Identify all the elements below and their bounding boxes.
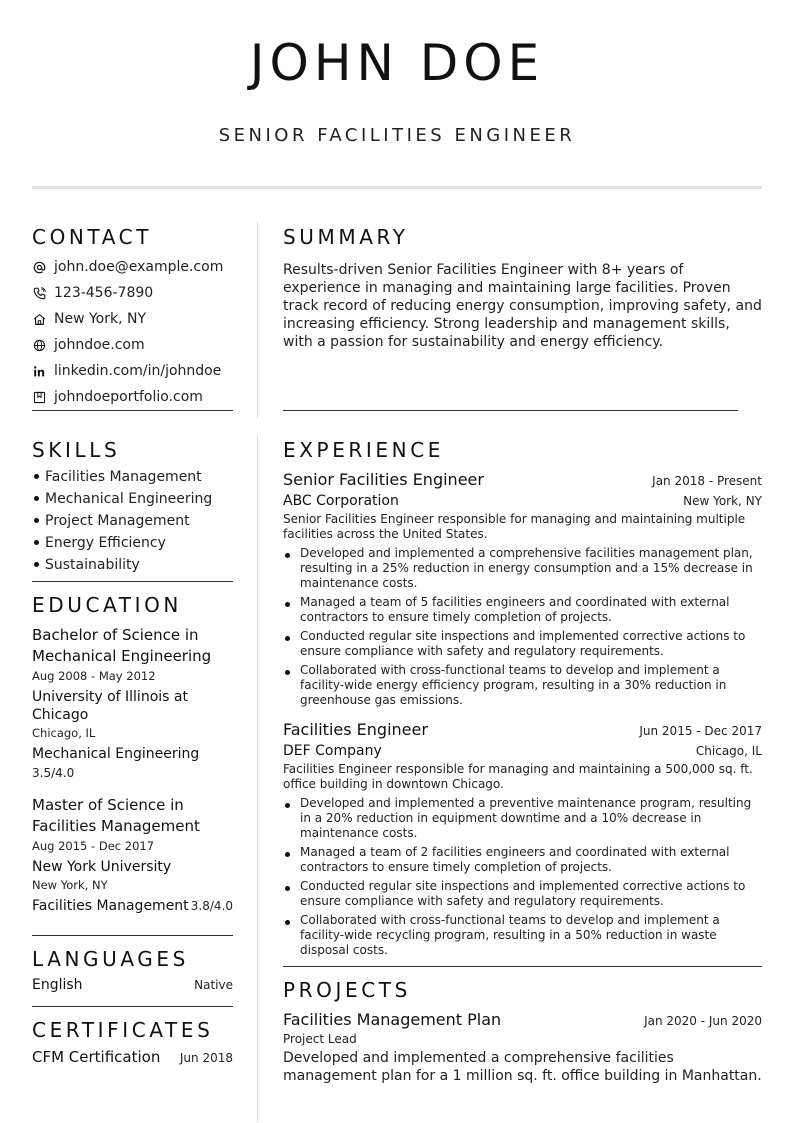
language-level: Native [194, 978, 233, 992]
languages-section [32, 947, 233, 993]
job-entry [283, 470, 762, 708]
education-entry [32, 795, 233, 916]
contact-website-text: johndoe.com [54, 337, 145, 353]
job-bullets [283, 796, 762, 958]
skill-label: Project Management [45, 513, 190, 529]
project-description: Developed and implemented a comprehensive facilities management plan for a 1 million sq. ft. office building in Manhattan. [283, 1050, 762, 1084]
globe-icon [32, 338, 46, 352]
resume-title: SENIOR FACILITIES ENGINEER [218, 125, 576, 146]
skills-section [32, 438, 233, 576]
languages-heading: LANGUAGES [32, 947, 189, 971]
job-bullet: Managed a team of 5 facilities engineers and coordinated with external contractors to ensure timely completion of projects. [283, 595, 762, 625]
job-bullet: Collaborated with cross-functional teams to develop and implement a facility-wide recycling program, resulting in a 50% reduction in waste disposal costs. [283, 913, 762, 958]
job-company: DEF Company [283, 743, 382, 759]
job-location: Chicago, IL [695, 744, 762, 758]
job-bullet: Conducted regular site inspections and implemented corrective actions to ensure compliance with safety and regulatory requirements. [283, 629, 762, 659]
education-gpa: 3.5/4.0 [32, 766, 75, 780]
education-field: Facilities Management [32, 898, 189, 914]
resume-name: JOHN DOE [249, 34, 545, 92]
bullet-dot-icon [34, 474, 39, 479]
job-title: Senior Facilities Engineer [283, 470, 484, 489]
education-dates: Aug 2008 - May 2012 [32, 669, 156, 683]
certificates-heading: CERTIFICATES [32, 1018, 214, 1042]
bullet-dot-icon [34, 518, 39, 523]
contact-location [32, 306, 233, 332]
certificate-item [32, 1048, 233, 1066]
contact-location-text: New York, NY [54, 311, 147, 327]
contact-heading: CONTACT [32, 225, 153, 249]
experience-heading: EXPERIENCE [283, 438, 445, 462]
job-location: New York, NY [683, 494, 762, 508]
education-location: Chicago, IL [32, 726, 96, 740]
job-title: Facilities Engineer [283, 720, 428, 739]
certificates-section [32, 1018, 233, 1066]
job-entry [283, 720, 762, 958]
contact-email-text: john.doe@example.com [54, 259, 224, 275]
contact-linkedin[interactable] [32, 358, 233, 384]
job-description: Senior Facilities Engineer responsible for managing and maintaining multiple facilities across the United States. [283, 512, 746, 541]
skills-list [32, 466, 233, 576]
education-degree: Master of Science in Facilities Management [32, 796, 200, 835]
column-divider-bottom [257, 436, 258, 1122]
skill-item [32, 554, 233, 576]
skills-heading: SKILLS [32, 438, 121, 462]
education-field: Mechanical Engineering [32, 746, 200, 762]
summary-heading: SUMMARY [283, 225, 409, 249]
certificate-date: Jun 2018 [179, 1051, 233, 1065]
education-entry [32, 625, 233, 782]
contact-list [32, 254, 233, 410]
column-divider-top [257, 222, 258, 418]
linkedin-icon [32, 364, 46, 378]
skill-item [32, 488, 233, 510]
skill-item [32, 532, 233, 554]
contact-portfolio-text: johndoeportfolio.com [54, 389, 203, 405]
projects-heading: PROJECTS [283, 978, 411, 1002]
job-header [283, 720, 762, 739]
skill-label: Facilities Management [45, 469, 202, 485]
project-entry [283, 1010, 762, 1085]
job-dates: Jan 2018 - Present [652, 474, 762, 488]
job-bullet: Conducted regular site inspections and implemented corrective actions to ensure compliance with safety and regulatory requirements. [283, 879, 762, 909]
certificate-name: CFM Certification [32, 1048, 161, 1066]
education-school: New York University [32, 859, 172, 875]
project-dates: Jan 2020 - Jun 2020 [644, 1014, 762, 1028]
summary-text: Results-driven Senior Facilities Engineer with 8+ years of experience in managing and maintaining large facilities. Proven track record of reducing energy consumption, improving safety, and increasing efficiency. Strong leadership and management skills, with a passion for sustainability and energy efficiency. [283, 262, 762, 350]
contact-phone-text: 123-456-7890 [54, 285, 154, 301]
projects-section [283, 978, 762, 1085]
education-divider [32, 935, 233, 936]
job-description: Facilities Engineer responsible for managing and maintaining a 500,000 sq. ft. office building in downtown Chicago. [283, 762, 753, 791]
contact-website[interactable] [32, 332, 233, 358]
contact-linkedin-text: linkedin.com/in/johndoe [54, 363, 222, 379]
contact-portfolio[interactable] [32, 384, 233, 410]
job-bullet: Managed a team of 2 facilities engineers and coordinated with external contractors to ensure timely completion of projects. [283, 845, 762, 875]
bullet-dot-icon [34, 496, 39, 501]
job-header [283, 470, 762, 489]
job-dates: Jun 2015 - Dec 2017 [639, 724, 762, 738]
education-school: University of Illinois at Chicago [32, 689, 188, 723]
contact-email[interactable] [32, 254, 233, 280]
project-header [283, 1010, 762, 1029]
education-gpa: 3.8/4.0 [190, 899, 233, 913]
languages-divider [32, 1006, 233, 1007]
language-name: English [32, 977, 83, 993]
education-section [32, 593, 233, 916]
phone-icon [32, 286, 46, 300]
job-bullets [283, 546, 762, 708]
bullet-dot-icon [34, 562, 39, 567]
home-icon [32, 312, 46, 326]
job-bullet: Collaborated with cross-functional teams to develop and implement a facility-wide energy efficiency program, resulting in a 30% reduction in greenhouse gas emissions. [283, 663, 762, 708]
bullet-dot-icon [34, 540, 39, 545]
education-field-row [32, 896, 233, 916]
skill-item [32, 510, 233, 532]
experience-divider [283, 966, 762, 967]
job-bullet: Developed and implemented a preventive maintenance program, resulting in a 20% reduction in equipment downtime and a 10% decrease in maintenance costs. [283, 796, 762, 841]
at-icon [32, 260, 46, 274]
skill-item [32, 466, 233, 488]
skill-label: Sustainability [45, 557, 140, 573]
portfolio-icon [32, 390, 46, 404]
contact-section [32, 225, 233, 410]
language-item [32, 977, 233, 993]
experience-section [283, 438, 762, 962]
education-dates: Aug 2015 - Dec 2017 [32, 839, 155, 853]
project-title: Facilities Management Plan [283, 1010, 502, 1029]
education-degree: Bachelor of Science in Mechanical Engineering [32, 626, 212, 665]
summary-divider [283, 410, 738, 411]
skill-label: Energy Efficiency [45, 535, 166, 551]
education-heading: EDUCATION [32, 593, 182, 617]
header-divider [32, 186, 762, 189]
project-role: Project Lead [283, 1032, 357, 1046]
job-company: ABC Corporation [283, 493, 399, 509]
education-location: New York, NY [32, 878, 108, 892]
contact-phone[interactable] [32, 280, 233, 306]
job-company-row [283, 493, 762, 509]
job-company-row [283, 743, 762, 759]
skills-divider [32, 581, 233, 582]
job-bullet: Developed and implemented a comprehensive facilities management plan, resulting in a 25% reduction in energy consumption and a 15% decrease in maintenance costs. [283, 546, 762, 591]
summary-section [283, 225, 762, 351]
contact-divider [32, 410, 233, 411]
skill-label: Mechanical Engineering [45, 491, 213, 507]
